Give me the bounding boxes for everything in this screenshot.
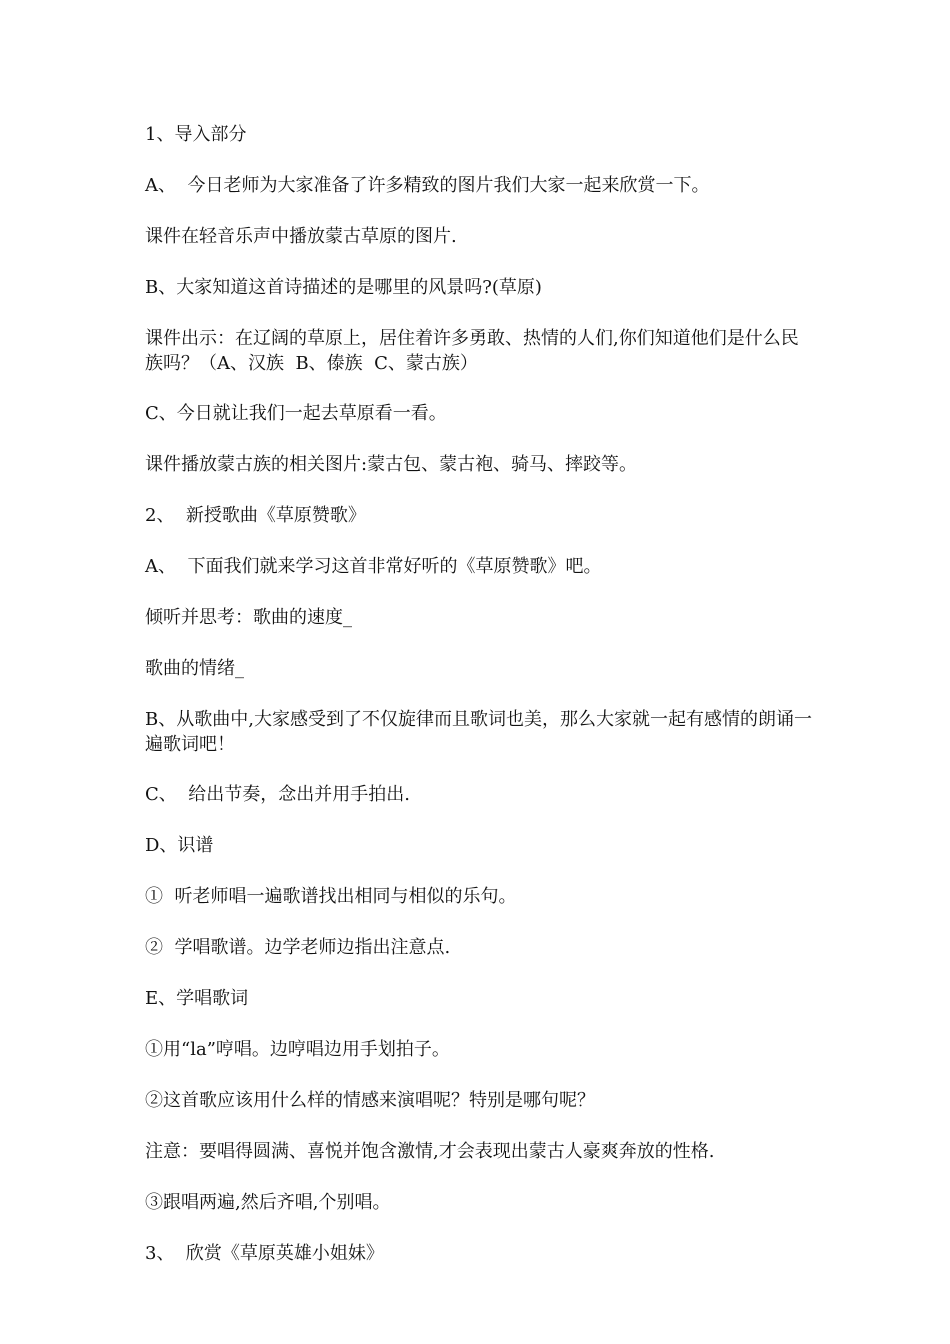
list-item-score-1: ① 听老师唱一遍歌谱找出相同与相似的乐句。 [145, 886, 517, 907]
paragraph-c-grassland: C、今日就让我们一起去草原看一看。 [145, 403, 447, 424]
list-item-lyrics-3: ③跟唱两遍,然后齐唱,个别唱。 [145, 1192, 391, 1213]
paragraph-note: 注意：要唱得圆满、喜悦并饱含激情,才会表现出蒙古人豪爽奔放的性格. [145, 1141, 715, 1162]
paragraph-courseware-question: 课件出示：在辽阔的草原上，居住着许多勇敢、热情的人们,你们知道他们是什么民族吗？（A、汉族 B、傣族 C、蒙古族） [145, 328, 799, 374]
list-item-lyrics-1: ①用“la”哼唱。边哼唱边用手划拍子。 [145, 1039, 450, 1060]
document-body [145, 122, 815, 1292]
paragraph-b-recite-lyrics: B、从歌曲中,大家感受到了不仅旋律而且歌词也美，那么大家就一起有感情的朗诵一遍歌词吧！ [145, 709, 812, 755]
paragraph-c-rhythm: C、 给出节奏，念出并用手拍出. [145, 784, 410, 805]
paragraph-d-read-score: D、识谱 [145, 835, 214, 856]
paragraph-a-learn-song: A、 下面我们就来学习这首非常好听的《草原赞歌》吧。 [145, 556, 602, 577]
paragraph-courseware-pictures: 课件播放蒙古族的相关图片:蒙古包、蒙古袍、骑马、摔跤等。 [145, 454, 638, 475]
paragraph-courseware-music: 课件在轻音乐声中播放蒙古草原的图片. [145, 226, 457, 247]
paragraph-song-mood: 歌曲的情绪_ [145, 658, 244, 679]
paragraph-a-intro: A、 今日老师为大家准备了许多精致的图片我们大家一起来欣赏一下。 [145, 175, 710, 196]
paragraph-b-question: B、大家知道这首诗描述的是哪里的风景吗?(草原) [145, 277, 542, 298]
paragraph-listen-tempo: 倾听并思考：歌曲的速度_ [145, 607, 352, 628]
paragraph-e-learn-lyrics: E、学唱歌词 [145, 988, 249, 1009]
section-heading-intro: 1、导入部分 [145, 124, 247, 145]
section-heading-new-song: 2、 新授歌曲《草原赞歌》 [145, 505, 366, 526]
section-heading-appreciation: 3、 欣赏《草原英雄小姐妹》 [145, 1243, 384, 1264]
list-item-lyrics-2: ②这首歌应该用什么样的情感来演唱呢？特别是哪句呢？ [145, 1090, 595, 1111]
list-item-score-2: ② 学唱歌谱。边学老师边指出注意点. [145, 937, 451, 958]
